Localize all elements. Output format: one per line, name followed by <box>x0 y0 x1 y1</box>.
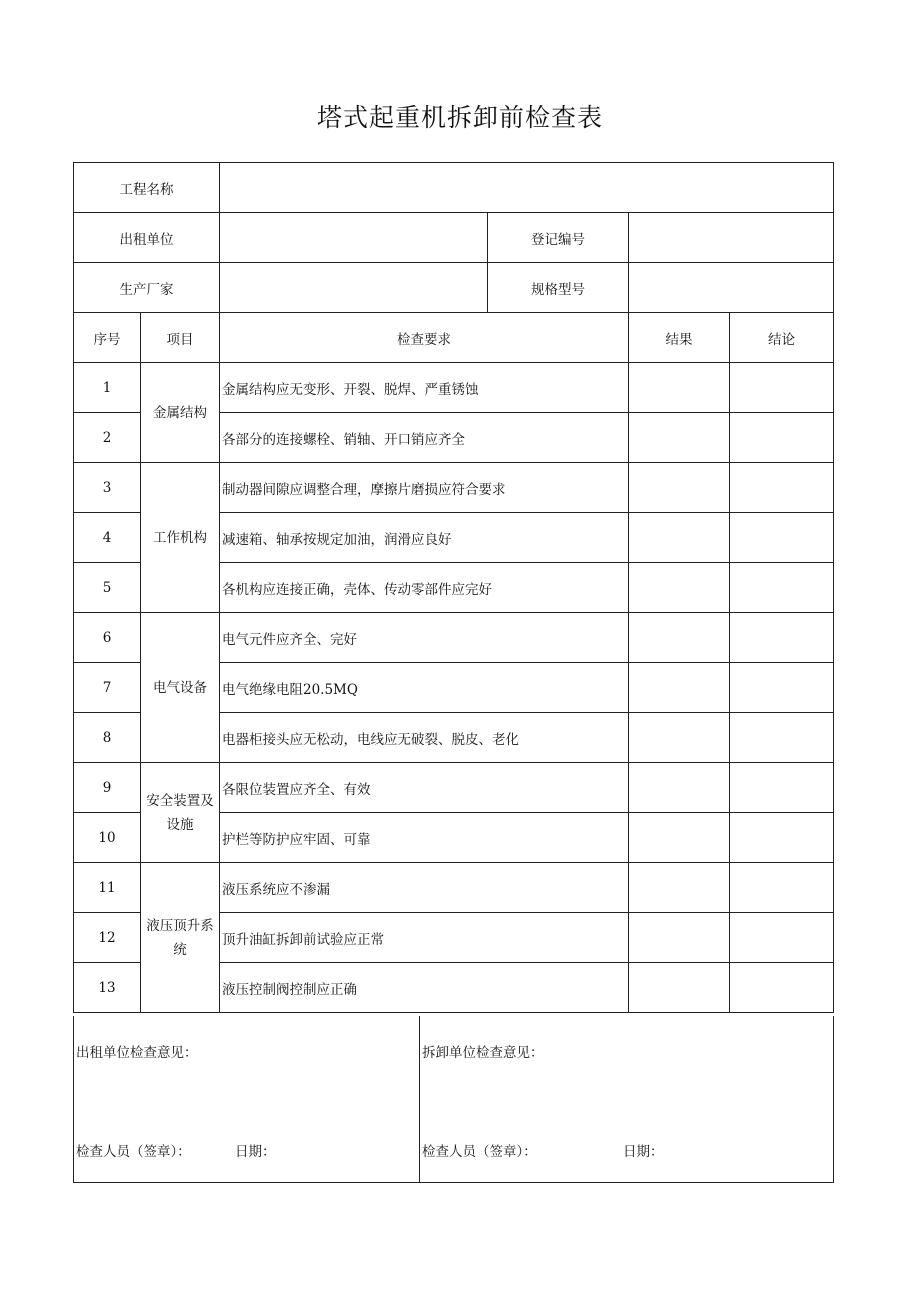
row-seq: 11 <box>74 863 141 913</box>
signature-table <box>73 1016 834 1183</box>
group-working-mechanism: 工作机构 <box>141 463 220 613</box>
row-conclusion-cell[interactable] <box>730 413 834 463</box>
rental-unit-field[interactable] <box>220 213 488 263</box>
header-item: 项目 <box>141 313 220 363</box>
row-result-cell[interactable] <box>629 713 730 763</box>
page-title: 塔式起重机拆卸前检查表 <box>316 103 603 132</box>
header-seq: 序号 <box>74 313 141 363</box>
row-result-cell[interactable] <box>629 363 730 413</box>
dismantle-date-label: 日期： <box>623 1144 664 1160</box>
row-requirement: 金属结构应无变形、开裂、脱焊、严重锈蚀 <box>220 363 629 413</box>
table-row <box>74 463 834 513</box>
row-result-cell[interactable] <box>629 413 730 463</box>
rental-date-label: 日期： <box>235 1144 276 1160</box>
row-seq: 7 <box>74 663 141 713</box>
row-result-cell[interactable] <box>629 913 730 963</box>
project-name-row <box>74 163 834 213</box>
row-seq: 8 <box>74 713 141 763</box>
row-result-cell[interactable] <box>629 563 730 613</box>
row-seq: 9 <box>74 763 141 813</box>
row-conclusion-cell[interactable] <box>730 813 834 863</box>
rental-unit-label: 出租单位 <box>74 213 220 263</box>
row-seq: 3 <box>74 463 141 513</box>
dismantle-opinion-box[interactable] <box>420 1016 834 1183</box>
manufacturer-field[interactable] <box>220 263 488 313</box>
rental-unit-row <box>74 213 834 263</box>
manufacturer-label: 生产厂家 <box>74 263 220 313</box>
row-conclusion-cell[interactable] <box>730 363 834 413</box>
row-conclusion-cell[interactable] <box>730 863 834 913</box>
row-requirement: 电器柜接头应无松动，电线应无破裂、脱皮、老化 <box>220 713 629 763</box>
row-conclusion-cell[interactable] <box>730 613 834 663</box>
row-result-cell[interactable] <box>629 813 730 863</box>
row-seq: 12 <box>74 913 141 963</box>
row-conclusion-cell[interactable] <box>730 463 834 513</box>
row-result-cell[interactable] <box>629 513 730 563</box>
manufacturer-row <box>74 263 834 313</box>
row-seq: 1 <box>74 363 141 413</box>
rental-opinion-box[interactable] <box>74 1016 420 1183</box>
inspection-table <box>73 162 834 1013</box>
rental-inspector-label: 检查人员（签章）： <box>76 1144 191 1160</box>
row-conclusion-cell[interactable] <box>730 513 834 563</box>
project-name-field[interactable] <box>220 163 834 213</box>
row-requirement: 液压系统应不渗漏 <box>220 863 629 913</box>
row-seq: 5 <box>74 563 141 613</box>
project-name-label: 工程名称 <box>74 163 220 213</box>
header-requirement: 检查要求 <box>220 313 629 363</box>
header-conclusion: 结论 <box>730 313 834 363</box>
row-conclusion-cell[interactable] <box>730 913 834 963</box>
row-result-cell[interactable] <box>629 963 730 1013</box>
row-result-cell[interactable] <box>629 863 730 913</box>
row-conclusion-cell[interactable] <box>730 963 834 1013</box>
row-requirement: 各限位装置应齐全、有效 <box>220 763 629 813</box>
dismantle-inspector-label: 检查人员（签章）： <box>422 1144 537 1160</box>
row-conclusion-cell[interactable] <box>730 563 834 613</box>
row-requirement: 顶升油缸拆卸前试验应正常 <box>220 913 629 963</box>
registration-no-field[interactable] <box>629 213 834 263</box>
group-electrical-equipment: 电气设备 <box>141 613 220 763</box>
row-conclusion-cell[interactable] <box>730 663 834 713</box>
row-seq: 6 <box>74 613 141 663</box>
rental-opinion-label: 出租单位检查意见： <box>76 1045 198 1061</box>
row-seq: 10 <box>74 813 141 863</box>
row-requirement: 制动器间隙应调整合理，摩擦片磨损应符合要求 <box>220 463 629 513</box>
row-requirement: 电气元件应齐全、完好 <box>220 613 629 663</box>
row-result-cell[interactable] <box>629 463 730 513</box>
row-seq: 4 <box>74 513 141 563</box>
row-conclusion-cell[interactable] <box>730 713 834 763</box>
model-field[interactable] <box>629 263 834 313</box>
row-seq: 13 <box>74 963 141 1013</box>
group-safety-devices: 安全装置及设施 <box>141 763 220 863</box>
table-row <box>74 363 834 413</box>
row-result-cell[interactable] <box>629 763 730 813</box>
row-result-cell[interactable] <box>629 663 730 713</box>
table-row <box>74 613 834 663</box>
row-requirement: 电气绝缘电阻20.5MQ <box>220 663 629 713</box>
dismantle-opinion-label: 拆卸单位检查意见： <box>422 1045 544 1061</box>
header-result: 结果 <box>629 313 730 363</box>
row-requirement: 减速箱、轴承按规定加油，润滑应良好 <box>220 513 629 563</box>
row-requirement: 护栏等防护应牢固、可靠 <box>220 813 629 863</box>
row-conclusion-cell[interactable] <box>730 763 834 813</box>
group-hydraulic-system: 液压顶升系统 <box>141 863 220 1013</box>
table-row <box>74 763 834 813</box>
table-row <box>74 863 834 913</box>
row-requirement: 各机构应连接正确，壳体、传动零部件应完好 <box>220 563 629 613</box>
row-requirement: 各部分的连接螺栓、销轴、开口销应齐全 <box>220 413 629 463</box>
row-requirement: 液压控制阀控制应正确 <box>220 963 629 1013</box>
header-row <box>74 313 834 363</box>
row-result-cell[interactable] <box>629 613 730 663</box>
group-metal-structure: 金属结构 <box>141 363 220 463</box>
model-label: 规格型号 <box>488 263 629 313</box>
row-seq: 2 <box>74 413 141 463</box>
registration-no-label: 登记编号 <box>488 213 629 263</box>
